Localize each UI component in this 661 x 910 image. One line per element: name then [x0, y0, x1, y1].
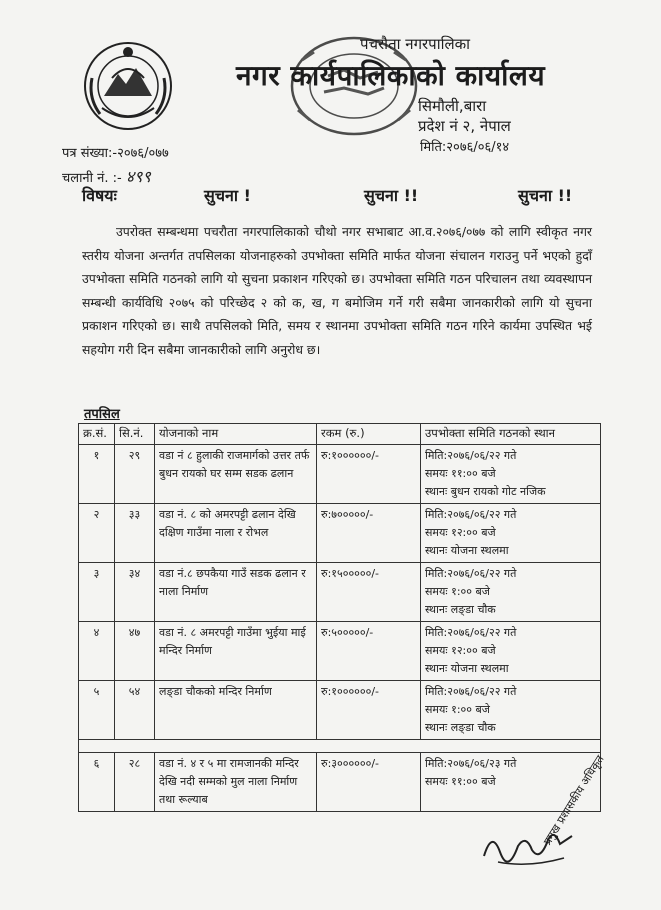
header-plan-name: योजनाको नाम — [155, 424, 317, 445]
notice-heading-1: सुचना ! — [204, 186, 251, 205]
notice-heading-2: सुचना !! — [364, 186, 419, 205]
row-amount: रु:१००००००/- — [317, 681, 421, 740]
row-date: मिति:२०७६/०६/२२ गते — [425, 567, 517, 580]
row-time: समयः १:०० बजे — [425, 703, 490, 716]
nepal-emblem-icon — [82, 38, 174, 134]
notice-heading-3: सुचना !! — [518, 186, 573, 205]
header-code: सि.नं. — [115, 424, 155, 445]
row-code: ४७ — [115, 622, 155, 681]
table-spacer-row — [79, 740, 601, 753]
row-venue — [421, 563, 601, 622]
row-place: स्थानः योजना स्थलमा — [425, 544, 509, 557]
row-serial: १ — [79, 445, 115, 504]
row-place: स्थानः लङ्डा चौक — [425, 721, 496, 734]
row-plan-name: वडा नं. ४ र ५ मा रामजानकी मन्दिर देखि नदी सम्मको मुल नाला निर्माण तथा रूल्याब — [155, 753, 317, 812]
header-amount: रकम (रु.) — [317, 424, 421, 445]
row-serial: ६ — [79, 753, 115, 812]
row-serial: ४ — [79, 622, 115, 681]
reference-number: पत्र संख्या:-२०७६/०७७ — [62, 146, 169, 161]
row-date: मिति:२०७६/०६/२२ गते — [425, 508, 517, 521]
letter-date: मिति:२०७६/०६/१४ — [420, 140, 510, 155]
row-plan-name: वडा नं.८ छपकैया गाउँ सडक ढलान र नाला निर्माण — [155, 563, 317, 622]
row-date: मिति:२०७६/०६/२२ गते — [425, 449, 517, 462]
subject-row — [82, 184, 592, 208]
row-time: समयः १:०० बजे — [425, 585, 490, 598]
address-line-1: सिमौली,बारा — [418, 97, 487, 115]
table-row — [79, 563, 601, 622]
table-row — [79, 622, 601, 681]
row-amount: रु:३००००००/- — [317, 753, 421, 812]
row-place: स्थानः बुधन रायको गोट नजिक — [425, 485, 546, 498]
spacer-cell — [79, 740, 601, 753]
address-line-2: प्रदेश नं २, नेपाल — [418, 117, 511, 135]
row-time: समयः ११:०० बजे — [425, 775, 496, 788]
row-plan-name: लङ्डा चौकको मन्दिर निर्माण — [155, 681, 317, 740]
row-venue — [421, 622, 601, 681]
row-time: समयः १२:०० बजे — [425, 644, 496, 657]
row-code: ३४ — [115, 563, 155, 622]
row-date: मिति:२०७६/०६/२३ गते — [425, 757, 517, 770]
row-code: ५४ — [115, 681, 155, 740]
row-code: २९ — [115, 445, 155, 504]
header-serial: क्र.सं. — [79, 424, 115, 445]
row-serial: २ — [79, 504, 115, 563]
row-plan-name: वडा नं ८ हुलाकी राजमार्गको उत्तर तर्फ बुधन रायको घर सम्म सडक ढलान — [155, 445, 317, 504]
row-date: मिति:२०७६/०६/२२ गते — [425, 685, 517, 698]
municipality-name: पचरौता नगरपालिका — [360, 35, 471, 53]
row-serial: ३ — [79, 563, 115, 622]
office-title: नगर कार्यपालिकाको कार्यालय — [236, 59, 546, 92]
row-place: स्थानः योजना स्थलमा — [425, 662, 509, 675]
row-amount: रु:१५०००००/- — [317, 563, 421, 622]
row-date: मिति:२०७६/०६/२२ गते — [425, 626, 517, 639]
annex-table — [78, 423, 601, 812]
subject-label: विषयः — [82, 186, 117, 205]
row-place: स्थानः लङ्डा चौक — [425, 603, 496, 616]
row-venue — [421, 445, 601, 504]
row-code: २८ — [115, 753, 155, 812]
row-amount: रु:१००००००/- — [317, 445, 421, 504]
row-amount: रु:७०००००/- — [317, 504, 421, 563]
row-time: समयः ११:०० बजे — [425, 467, 496, 480]
row-venue — [421, 681, 601, 740]
header-venue: उपभोक्ता समिति गठनको स्थान — [421, 424, 601, 445]
row-venue — [421, 504, 601, 563]
row-amount: रु:५०००००/- — [317, 622, 421, 681]
table-header-row — [79, 424, 601, 445]
dispatch-label: चलानी नं. :- — [62, 171, 122, 186]
row-serial: ५ — [79, 681, 115, 740]
table-row — [79, 445, 601, 504]
annex-heading: तपसिल — [84, 407, 120, 422]
table-row — [79, 681, 601, 740]
signatory-title: प्रमुख प्रशासकीय अधिकृत — [540, 752, 607, 848]
row-code: ३३ — [115, 504, 155, 563]
row-time: समयः १२:०० बजे — [425, 526, 496, 539]
row-plan-name: वडा नं. ८ को अमरपट्टी ढलान देखि दक्षिण गाउँमा नाला र रोभल — [155, 504, 317, 563]
table-row — [79, 753, 601, 812]
notice-body: उपरोक्त सम्बन्धमा पचरौता नगरपालिकाको चौथो नगर सभाबाट आ.व.२०७६/०७७ को लागि स्वीकृत नगर स्तरीय योजना अन्तर्गत तपसिलका योजनाहरुको उपभोक्ता समिति मार्फत योजना संचालन गराउनु पर्ने भएको हुदाँ उपभोक्ता समिति गठनको लागि यो सुचना प्रकाशन गरिएको छ। उपभोक्ता समिति गठन परिचालन तथा व्यवस्थापन सम्बन्धी कार्यविधि २०७५ को परिच्छेद २ को क, ख, ग बमोजिम गर्ने गरी सबैमा जानकारीको लागि यो सुचना प्रकाशन गरिएको छ। साथै तपसिलको मिति, समय र स्थानमा उपभोक्ता समिति गठन गरिने कार्यमा उपस्थित भई सहयोग गरी दिन सबैमा जानकारीको लागि अनुरोध छ। — [82, 224, 592, 357]
table-row — [79, 504, 601, 563]
row-plan-name: वडा नं. ८ अमरपट्टी गाउँमा भुईया माई मन्दिर निर्माण — [155, 622, 317, 681]
dispatch-value: ४९९ — [125, 167, 151, 186]
